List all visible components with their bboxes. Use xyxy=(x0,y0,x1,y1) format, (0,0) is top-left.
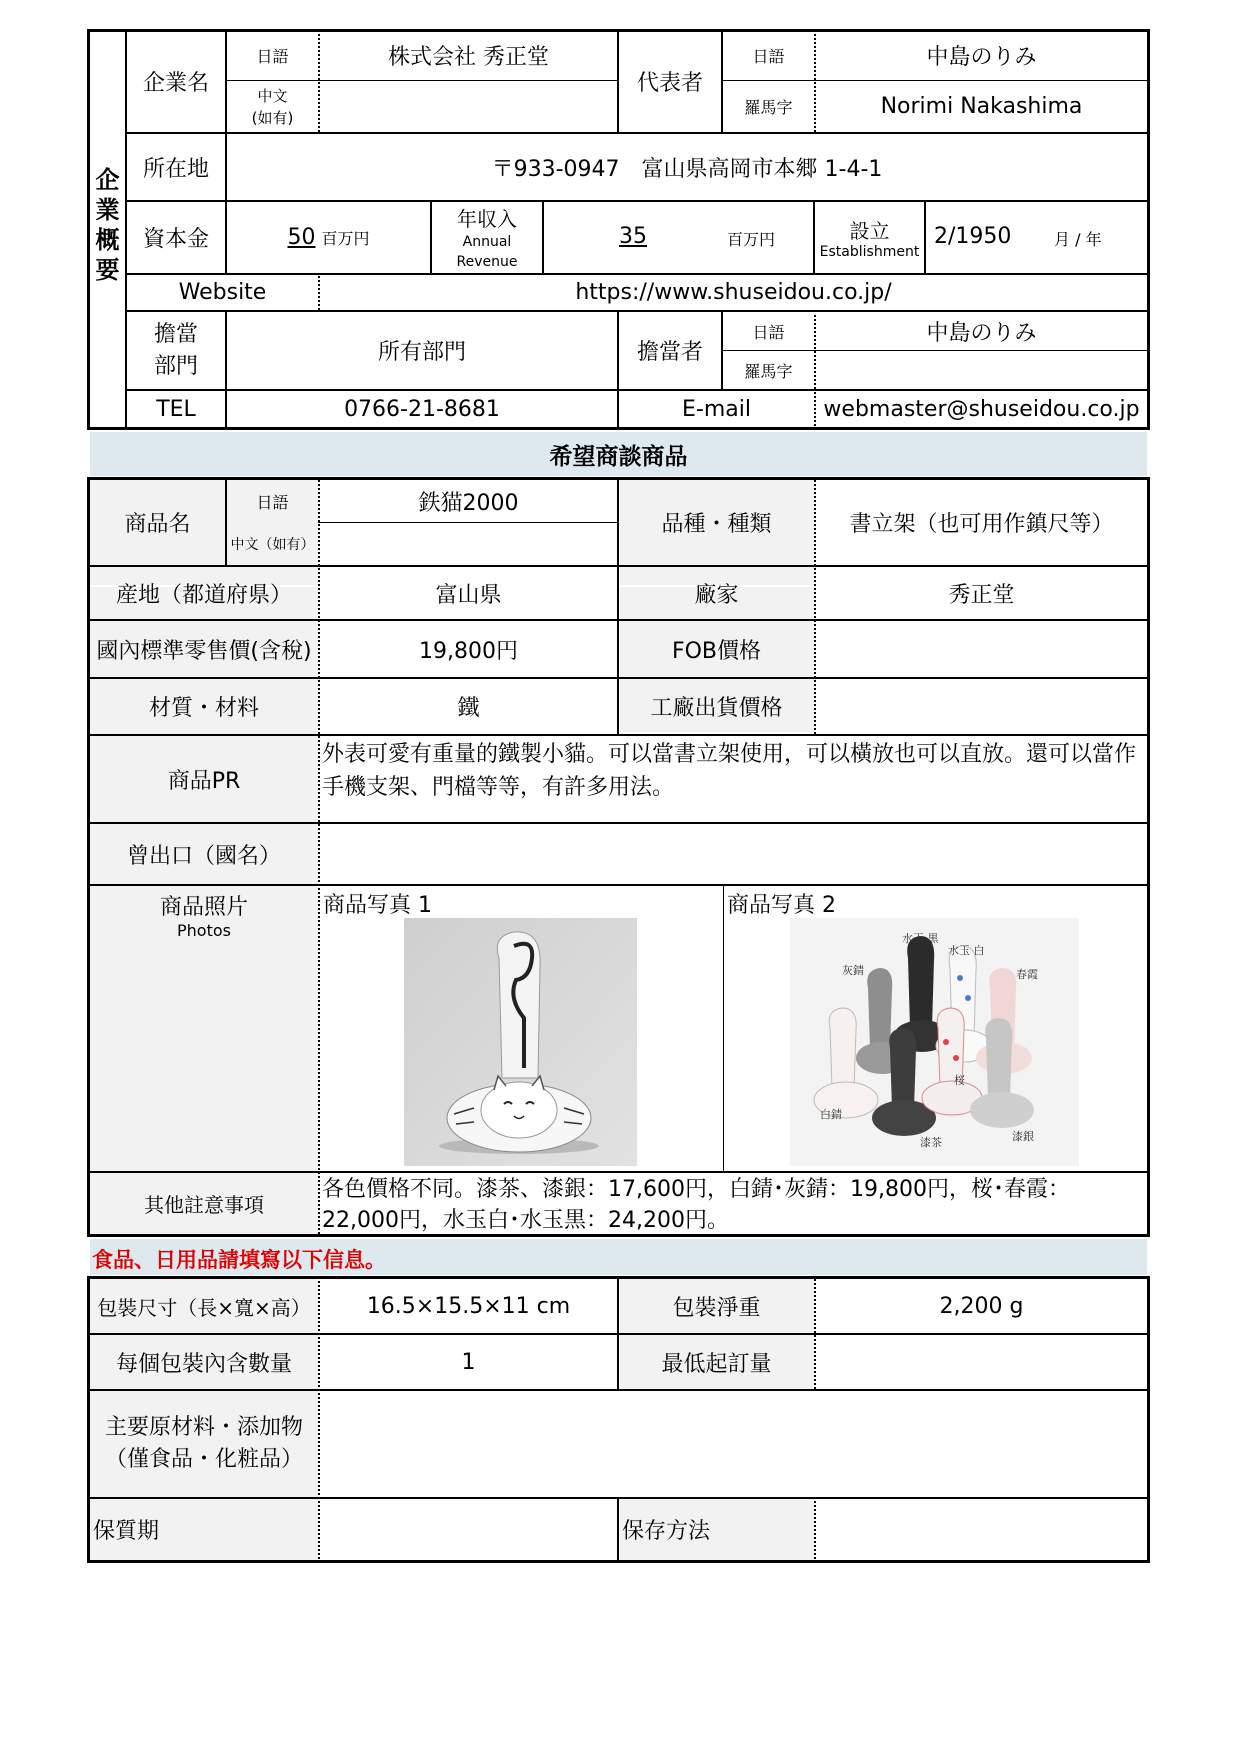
factory-price-value xyxy=(816,679,1147,734)
est-cell xyxy=(926,202,1147,273)
representative-ja: 中島のりみ xyxy=(926,45,1037,70)
revenue-label: 年収入 xyxy=(457,207,517,231)
person-ja: 中島のりみ xyxy=(926,320,1037,346)
moq-label: 最低起訂量 xyxy=(661,1351,772,1377)
est-label-en: Establishment xyxy=(819,244,920,260)
tel-value: 0766-21-8681 xyxy=(344,396,500,422)
tag-brown: 漆茶 xyxy=(920,1136,942,1149)
person-roman-label: 羅馬字 xyxy=(744,361,793,381)
tag-silver: 漆銀 xyxy=(1012,1130,1034,1143)
product-photo-2 xyxy=(790,918,1079,1166)
dept-label: 擔當 部門 xyxy=(153,321,198,379)
website-label: Website xyxy=(178,280,267,305)
product-name-label: 商品名 xyxy=(124,512,191,537)
capital-cell xyxy=(227,202,430,273)
capital-label: 資本金 xyxy=(142,227,209,252)
maker-label: 廠家 xyxy=(694,582,739,608)
tag-sakura: 桜 xyxy=(954,1074,965,1087)
est-unit: 月 / 年 xyxy=(1054,230,1102,249)
moq-value xyxy=(816,1335,1147,1389)
product-photo-1 xyxy=(404,918,637,1166)
export-label: 曾出口（國名） xyxy=(126,843,281,869)
shelf-life-label: 保質期 xyxy=(93,1519,160,1544)
company-name-ja: 株式会社 秀正堂 xyxy=(388,45,549,70)
net-weight-value: 2,200 g xyxy=(939,1293,1024,1319)
factory-price-label: 工廠出貨價格 xyxy=(650,696,783,721)
maker-value: 秀正堂 xyxy=(948,582,1015,608)
storage-value xyxy=(816,1499,1147,1560)
tag-pink: 春霞 xyxy=(1016,968,1038,981)
company-name-label: 企業名 xyxy=(142,71,209,96)
cat-photo-1-svg xyxy=(404,918,637,1166)
material-label: 材質・材料 xyxy=(148,696,259,721)
package-size-label: 包裝尺寸（長×寬×高） xyxy=(97,1295,311,1320)
retail-value: 19,800円 xyxy=(419,638,518,664)
email-label: E-mail xyxy=(682,396,751,422)
material-value: 鐵 xyxy=(457,696,480,721)
pr-text: 外表可愛有重量的鐵製小貓。可以當書立架使用，可以橫放也可以直放。還可以當作手機支架、門檔等等，有許多用法。 xyxy=(322,742,1137,800)
storage-label: 保存方法 xyxy=(622,1519,711,1544)
email-value[interactable]: webmaster@shuseidou.co.jp xyxy=(823,396,1140,422)
revenue-cell xyxy=(544,202,813,273)
tag-white: 白錆 xyxy=(820,1108,842,1121)
notes-label: 其他註意事項 xyxy=(144,1193,264,1217)
ingredients-label: 主要原材料・添加物 （僅食品・化粧品） xyxy=(104,1415,303,1472)
photo2-label: 商品写真 2 xyxy=(727,893,836,918)
tag-grey: 灰錆 xyxy=(842,964,864,977)
revenue-unit: 百万円 xyxy=(727,230,776,249)
representative-label: 代表者 xyxy=(636,71,703,96)
capital-value: 50 xyxy=(287,225,316,250)
tag-white-dot: 水玉 白 xyxy=(948,944,985,957)
cat-photo-2-svg xyxy=(790,918,1079,1166)
photo1-label: 商品写真 1 xyxy=(323,893,432,918)
address-label: 所在地 xyxy=(142,156,209,182)
photos-label-en: Photos xyxy=(177,921,231,940)
ingredients-value xyxy=(320,1391,1147,1497)
dept-value: 所有部門 xyxy=(377,340,466,365)
fob-label: FOB價格 xyxy=(671,638,762,664)
product-name-zh-label: 中文（如有） xyxy=(230,537,315,553)
revenue-label-cell xyxy=(432,202,542,273)
address-value: 〒933-0947 富山県高岡市本郷 1-4-1 xyxy=(491,156,883,182)
tag-black-dot: 水玉 黒 xyxy=(902,932,939,945)
product-name-ja: 鉄猫2000 xyxy=(418,490,519,516)
photos-label: 商品照片 xyxy=(159,895,248,920)
product-type-value: 書立架（也可用作鎮尺等） xyxy=(849,512,1114,537)
product-name-zh xyxy=(320,523,617,565)
revenue-label-en: Annual Revenue xyxy=(456,234,518,270)
retail-label: 國內標準零售價(含稅) xyxy=(96,638,312,664)
product-section-title: 希望商談商品 xyxy=(549,443,688,470)
company-name-zh-label: 中文 (如有) xyxy=(251,86,294,127)
capital-unit: 百万円 xyxy=(321,229,370,248)
person-ja-label: 日語 xyxy=(752,322,785,342)
pr-label: 商品PR xyxy=(167,768,241,794)
representative-roman: Norimi Nakashima xyxy=(880,94,1083,119)
tel-label: TEL xyxy=(156,396,196,422)
package-size-value: 16.5×15.5×11 cm xyxy=(366,1293,571,1319)
company-name-ja-label: 日語 xyxy=(256,47,289,66)
est-label-cell xyxy=(815,202,924,273)
revenue-value: 35 xyxy=(619,224,647,249)
est-value: 2/1950 xyxy=(934,224,1012,249)
origin-label: 産地（都道府県） xyxy=(115,582,292,608)
photos-label-cell xyxy=(90,886,318,1171)
food-notice: 食品、日用品請填寫以下信息。 xyxy=(92,1248,386,1272)
representative-ja-label: 日語 xyxy=(752,47,785,66)
notes-text: 各色價格不同。漆茶、漆銀：17,600円，白錆･灰錆：19,800円，桜･春霞：22,000円，水玉白･水玉黒：24,200円。 xyxy=(322,1177,1070,1233)
net-weight-label: 包裝淨重 xyxy=(672,1295,761,1321)
person-label: 擔當者 xyxy=(636,340,703,365)
export-value xyxy=(320,824,1147,884)
qty-per-package-label: 每個包裝內含數量 xyxy=(115,1351,292,1377)
origin-value: 富山県 xyxy=(435,582,502,608)
product-type-label: 品種・種類 xyxy=(661,512,772,537)
company-section-label: 企 業 概 要 xyxy=(95,166,120,284)
fob-value xyxy=(816,621,1147,677)
person-roman xyxy=(816,351,1147,389)
shelf-life-value xyxy=(320,1499,617,1560)
website-link[interactable]: https://www.shuseidou.co.jp/ xyxy=(575,280,892,305)
product-section-header xyxy=(90,432,1147,476)
est-label: 設立 xyxy=(849,219,890,243)
company-name-zh xyxy=(320,81,617,132)
qty-per-package-value: 1 xyxy=(461,1349,476,1375)
product-name-ja-label: 日語 xyxy=(256,492,289,512)
representative-roman-label: 羅馬字 xyxy=(744,98,793,117)
